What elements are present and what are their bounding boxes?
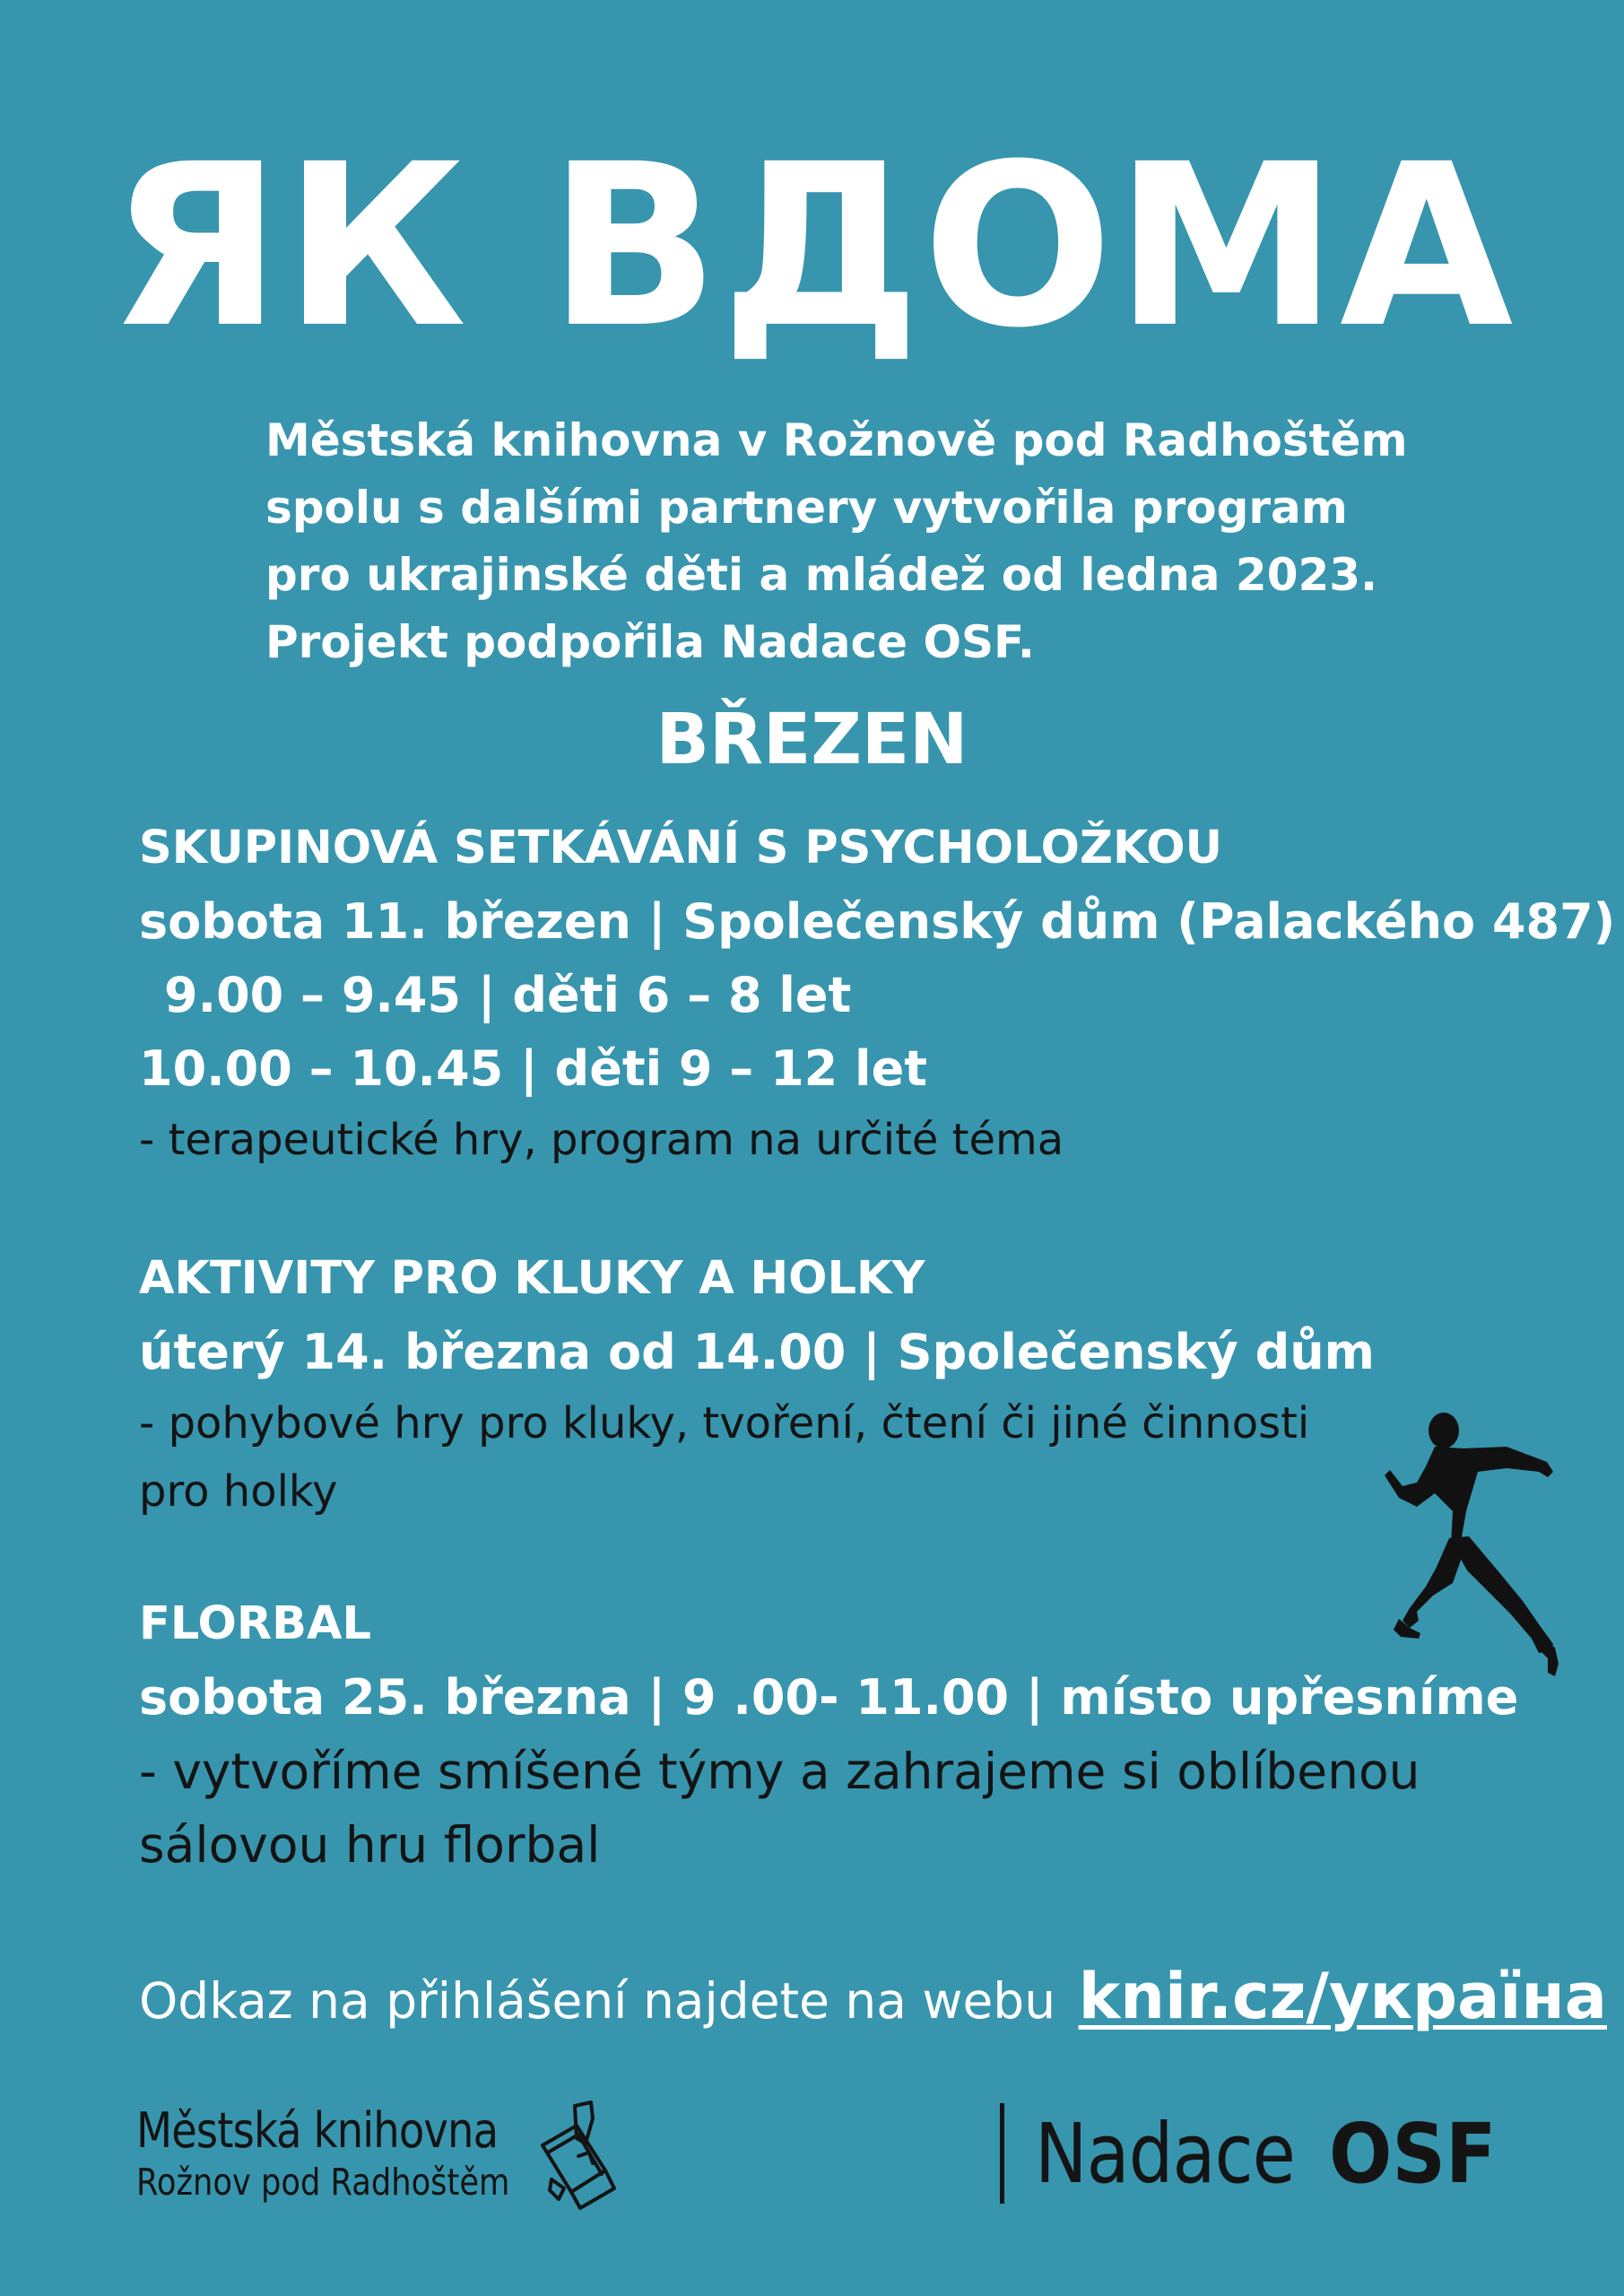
library-logo [136, 2103, 570, 2205]
registration-text: Odkaz na přihlášení najdete na webu [139, 1972, 1056, 2030]
running-man-icon [1363, 1413, 1578, 1682]
osf-word: OSF [1329, 2105, 1497, 2202]
registration-link[interactable]: knir.cz/україна [1078, 1960, 1607, 2033]
section-heading: AKTIVITY PRO KLUKY A HOLKY [139, 1252, 925, 1305]
event-date: úterý 14. března od 14.00 | Společenský dům [139, 1324, 1375, 1380]
book-logo-icon [534, 2099, 619, 2211]
library-name: Městská knihovna [136, 2102, 499, 2159]
section-psychologist [139, 812, 1616, 1174]
library-location: Rožnov pod Radhoštěm [136, 2161, 510, 2204]
event-description: - vytvoříme smíšené týmy a zahrajeme si oblíbenou [139, 1743, 1420, 1800]
event-date: sobota 25. března | 9 .00- 11.00 | místo upřesníme [139, 1669, 1519, 1726]
poster-title: ЯК ВДОМА [109, 116, 1515, 377]
nadace-osf-logo [1000, 2100, 1515, 2206]
section-heading: SKUPINOVÁ SETKÁVÁNÍ S PSYCHOLOŽKOU [139, 822, 1222, 874]
event-description: pro holky [139, 1466, 338, 1517]
intro-text [265, 407, 1521, 676]
registration-link-line [139, 1960, 1607, 2033]
intro-line: Projekt podpořila Nadace OSF. [265, 616, 1035, 668]
divider-bar [1000, 2103, 1004, 2204]
intro-line: pro ukrajinské děti a mládež od ledna 2023. [265, 549, 1378, 601]
section-heading: FLORBAL [139, 1597, 371, 1650]
event-date: sobota 11. březen | Společenský dům (Palackého 487) [139, 893, 1616, 950]
event-description: sálovou hru florbal [139, 1816, 601, 1874]
event-description: - pohybové hry pro kluky, tvoření, čtení či jiné činnosti [139, 1398, 1310, 1448]
month-heading: BŘEZEN [656, 700, 968, 780]
event-time: 9.00 – 9.45 | děti 6 – 8 let [164, 967, 852, 1023]
intro-line: spolu s dalšími partnery vytvořila program [265, 482, 1348, 534]
intro-line: Městská knihovna v Rožnově pod Radhoštěm [265, 414, 1408, 466]
event-time: 10.00 – 10.45 | děti 9 – 12 let [139, 1040, 928, 1097]
event-description: - terapeutické hry, program na určité téma [139, 1115, 1064, 1165]
nadace-word: Nadace [1035, 2105, 1295, 2202]
